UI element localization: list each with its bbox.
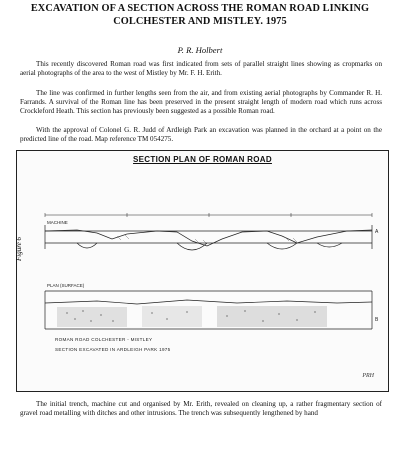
upper-section-profile — [45, 225, 372, 250]
marker-b: B — [375, 317, 379, 323]
paragraph-1 — [20, 60, 382, 78]
paragraph-2-text: The line was confirmed in further lengths seen from the air, and from existing aerial photographs by Commander R. H. Farrands. A survival of the Roman line has been preserved in the present straight length of modern road which runs across Crockleford Heath. This section has previously been suggested as a possible Roman road. — [20, 89, 382, 116]
figure-caption-line1: ROMAN ROAD COLCHESTER - MISTLEY — [55, 337, 153, 342]
article-title: EXCAVATION OF A SECTION ACROSS THE ROMAN ROAD LINKING COLCHESTER AND MISTLEY. 1975 — [30, 3, 370, 27]
gravel-stipple-left — [57, 307, 127, 327]
gravel-stipple-right — [217, 306, 327, 327]
label-plan: PLAN (SURFACE) — [47, 283, 85, 288]
figure-side-label: Figure 6 — [15, 236, 23, 261]
paragraph-2 — [20, 89, 382, 117]
marker-a: A — [375, 229, 379, 235]
gravel-stipple-mid — [142, 306, 202, 327]
paragraph-3-text: With the approval of Colonel G. R. Judd of Ardleigh Park an excavation was planned in the orchard at a point on the predicted line of the road. Map reference TM 054275. — [20, 126, 382, 144]
measurement-ticks — [45, 213, 372, 217]
paragraph-3 — [20, 126, 382, 144]
paragraph-4-text: The initial trench, machine cut and organised by Mr. Erith, revealed on cleaning up, a rather fragmentary section of gravel road metalling with ditches and other intrusions. The trench was subsequently lengthened by hand — [20, 400, 382, 418]
paragraph-1-text: This recently discovered Roman road was first indicated from sets of parallel straight lines showing as cropmarks on aerial photographs of the area to the west of Mistley by Mr. F. H. Erith. — [20, 60, 382, 78]
section-plan-drawing — [17, 151, 388, 391]
paragraph-4 — [20, 400, 382, 418]
author-name: P. R. Holbert — [177, 45, 223, 55]
figure-signature: PRH — [362, 373, 374, 379]
figure-title: SECTION PLAN OF ROMAN ROAD — [133, 155, 272, 164]
label-machine: MACHINE — [47, 220, 68, 225]
figure-caption-line2: SECTION EXCAVATED IN ARDLEIGH PARK 1975 — [55, 347, 171, 352]
upper-section-hatching — [117, 235, 297, 244]
section-plan-figure — [16, 150, 389, 392]
